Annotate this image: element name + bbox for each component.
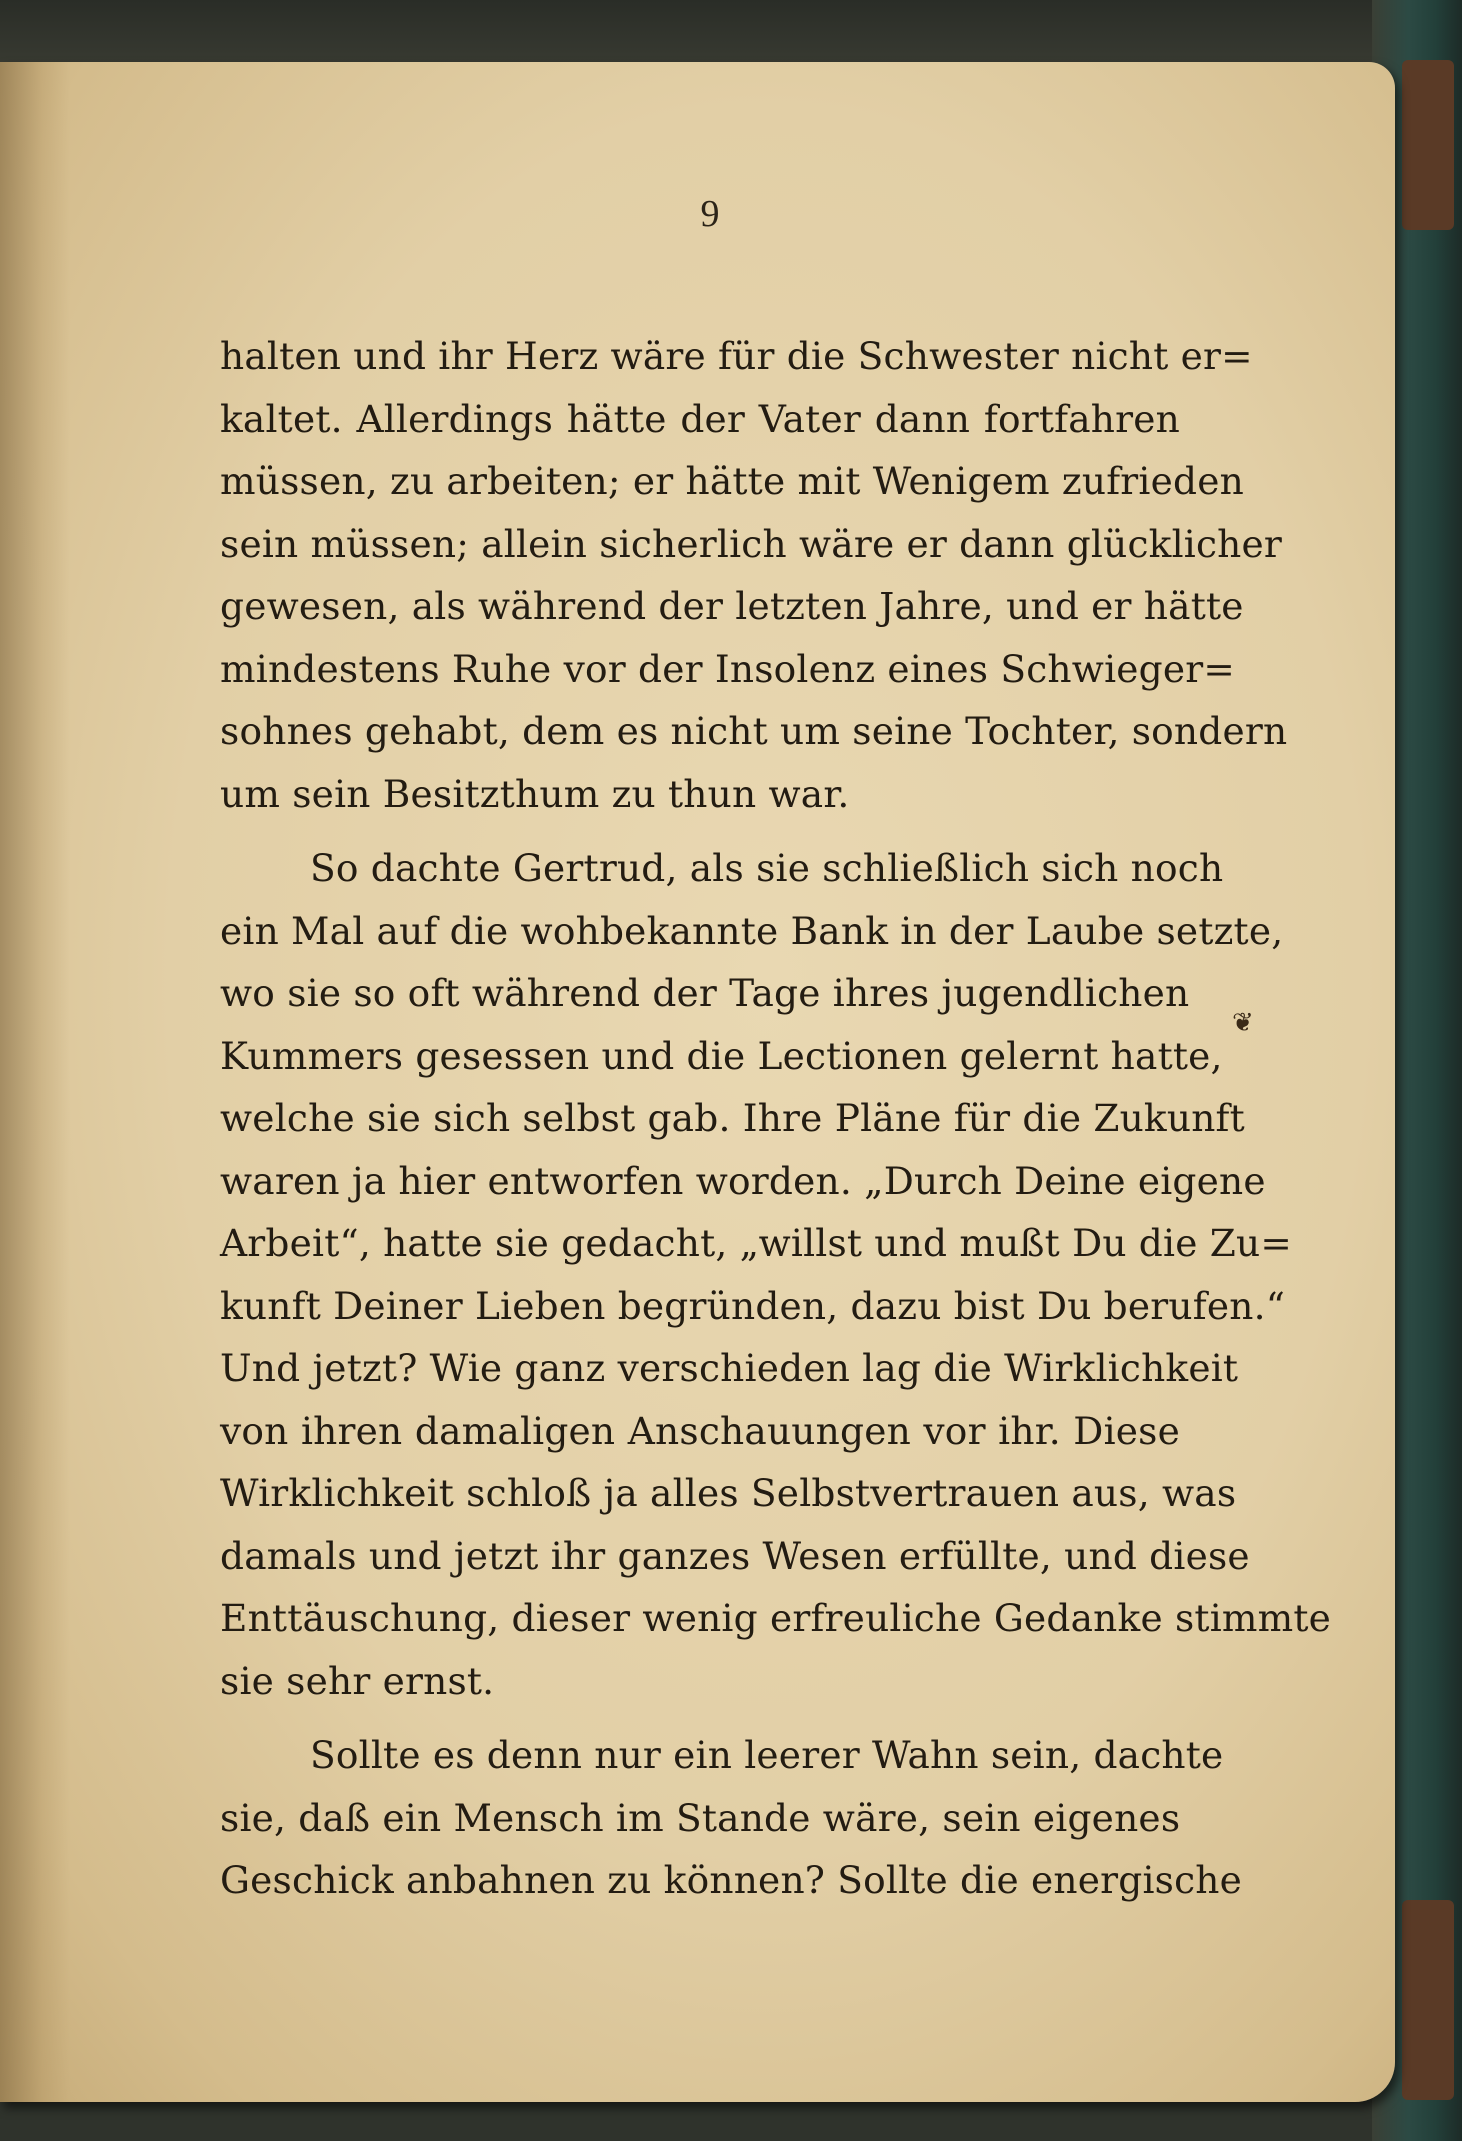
text-line: sein müssen; allein sicherlich wäre er dann glücklicher — [220, 521, 1283, 566]
page-number: 9 — [700, 193, 720, 235]
text-line: von ihren damaligen Anschauungen vor ihr. Diese — [220, 1408, 1180, 1453]
text-line: halten und ihr Herz wäre für die Schwester nicht er= — [220, 334, 1253, 378]
text-line: Enttäuschung, dieser wenig erfreuliche Gedanke stimmte — [220, 1596, 1332, 1640]
text-line: kunft Deiner Lieben begründen, dazu bist Du berufen.“ — [220, 1283, 1286, 1328]
text-line: Und jetzt? Wie ganz verschieden lag die Wirklichkeit — [220, 1346, 1239, 1390]
text-line: Wirklichkeit schloß ja alles Selbstvertrauen aus, was — [220, 1471, 1237, 1515]
text-line: müssen, zu arbeiten; er hätte mit Wenigem zufrieden — [220, 459, 1244, 503]
text-line: sohnes gehabt, dem es nicht um seine Tochter, sondern — [220, 709, 1288, 753]
text-line: So dachte Gertrud, als sie schließlich sich noch — [310, 846, 1224, 890]
paragraph — [220, 1724, 1243, 1912]
text-line: Geschick anbahnen zu können? Sollte die energische — [220, 1858, 1243, 1902]
text-line: damals und jetzt ihr ganzes Wesen erfüllte, und diese — [220, 1533, 1250, 1578]
text-line: um sein Besitzthum zu thun war. — [220, 771, 850, 816]
text-line: Kummers gesessen und die Lectionen gelernt hatte, — [220, 1033, 1223, 1078]
paragraph — [220, 837, 1332, 1712]
text-line: waren ja hier entworfen worden. „Durch Deine eigene — [220, 1158, 1266, 1203]
margin-mark-icon: ❦ — [1232, 1008, 1254, 1038]
text-line: Sollte es denn nur ein leerer Wahn sein, dachte — [310, 1733, 1224, 1777]
text-line: welche sie sich selbst gab. Ihre Pläne für die Zukunft — [220, 1096, 1245, 1140]
text-line: wo sie so oft während der Tage ihres jugendlichen — [220, 971, 1190, 1015]
text-line: Arbeit“, hatte sie gedacht, „willst und mußt Du die Zu= — [220, 1221, 1292, 1265]
body-text — [220, 325, 1332, 1912]
text-line: ein Mal auf die wohbekannte Bank in der Laube setzte, — [220, 908, 1284, 953]
text-line: gewesen, als während der letzten Jahre, und er hätte — [220, 584, 1244, 628]
paragraph — [220, 325, 1288, 825]
text-line: sie, daß ein Mensch im Stande wäre, sein eigenes — [220, 1795, 1181, 1840]
text-line: mindestens Ruhe vor der Insolenz eines Schwieger= — [220, 646, 1235, 691]
text-line: kaltet. Allerdings hätte der Vater dann fortfahren — [220, 396, 1180, 441]
cover-leather-corner-bottom — [1402, 1900, 1454, 2100]
page-gutter — [0, 62, 70, 2102]
text-line: sie sehr ernst. — [220, 1658, 495, 1703]
